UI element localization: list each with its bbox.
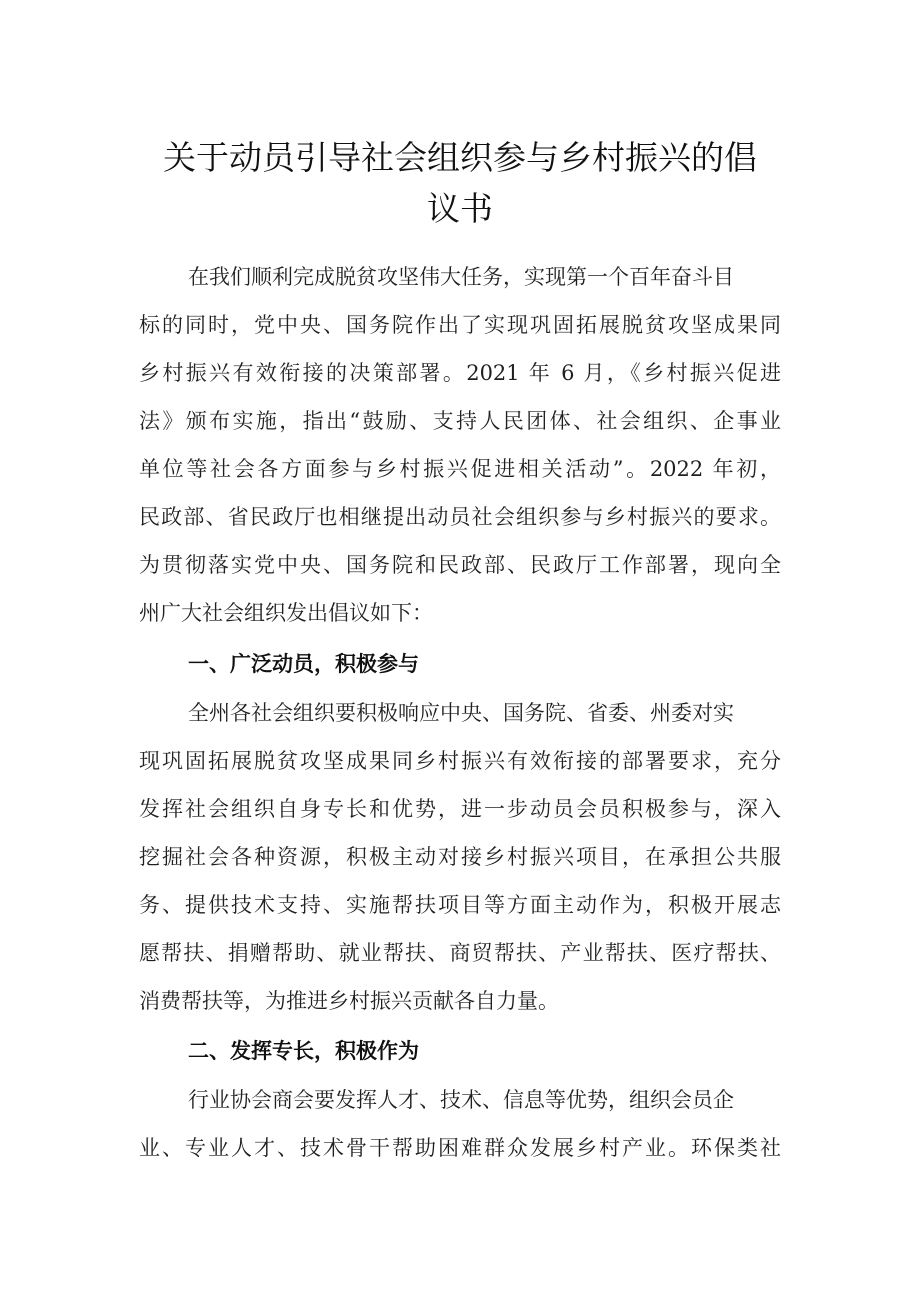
paragraph-line: 行业协会商会要发挥人才、技术、信息等优势，组织会员企 xyxy=(188,1088,734,1112)
section-heading-2: 二、发挥专长，积极作为 xyxy=(188,1039,419,1063)
paragraph-line: 单位等社会各方面参与乡村振兴促进相关活动”。2022 年初， xyxy=(139,457,781,481)
paragraph-line: 法》颁布实施，指出“鼓励、支持人民团体、社会组织、企事业 xyxy=(139,409,781,433)
paragraph-line: 发挥社会组织自身专长和优势，进一步动员会员积极参与，深入 xyxy=(139,797,781,821)
paragraph-line: 民政部、省民政厅也相继提出动员社会组织参与乡村振兴的要求。 xyxy=(139,505,781,529)
paragraph-line: 愿帮扶、捐赠帮助、就业帮扶、商贸帮扶、产业帮扶、医疗帮扶、 xyxy=(139,941,781,965)
paragraph-line: 现巩固拓展脱贫攻坚成果同乡村振兴有效衔接的部署要求，充分 xyxy=(139,749,781,773)
paragraph-line: 州广大社会组织发出倡议如下： xyxy=(139,601,433,625)
section-heading-1: 一、广泛动员，积极参与 xyxy=(188,652,419,676)
paragraph-line: 消费帮扶等，为推进乡村振兴贡献各自力量。 xyxy=(139,989,559,1013)
paragraph-line: 为贯彻落实党中央、国务院和民政部、民政厅工作部署，现向全 xyxy=(139,553,781,577)
paragraph-line: 乡村振兴有效衔接的决策部署。2021 年 6 月，《乡村振兴促进 xyxy=(139,361,781,385)
paragraph-line: 在我们顺利完成脱贫攻坚伟大任务，实现第一个百年奋斗目 xyxy=(188,265,734,289)
paragraph-line: 业、专业人才、技术骨干帮助困难群众发展乡村产业。环保类社 xyxy=(139,1136,781,1160)
document-title-line-2: 议书 xyxy=(427,189,493,228)
document-title-line-1: 关于动员引导社会组织参与乡村振兴的倡 xyxy=(163,138,757,177)
paragraph-line: 挖掘社会各种资源，积极主动对接乡村振兴项目，在承担公共服 xyxy=(139,845,781,869)
paragraph-line: 全州各社会组织要积极响应中央、国务院、省委、州委对实 xyxy=(188,701,734,725)
paragraph-line: 务、提供技术支持、实施帮扶项目等方面主动作为，积极开展志 xyxy=(139,893,781,917)
paragraph-line: 标的同时，党中央、国务院作出了实现巩固拓展脱贫攻坚成果同 xyxy=(139,313,781,337)
